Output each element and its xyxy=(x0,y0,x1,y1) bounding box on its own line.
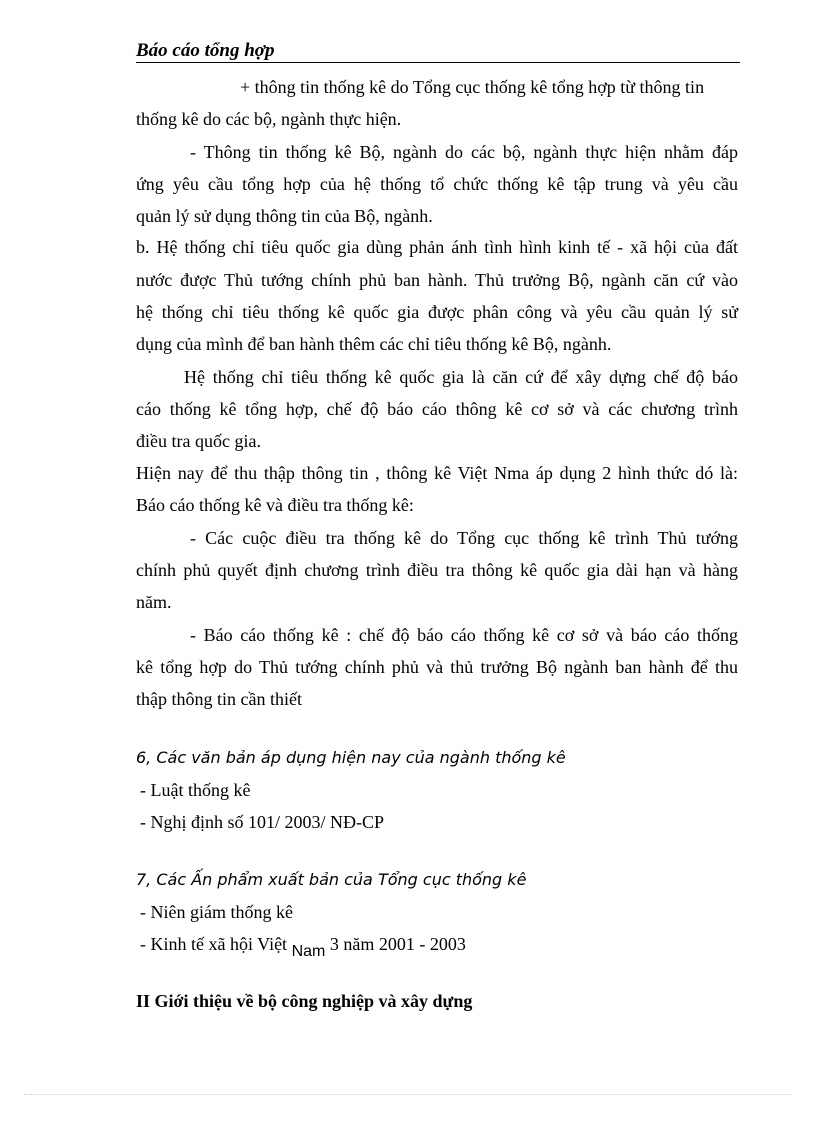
list-item-text: - Kinh tế xã hội Việt xyxy=(140,934,292,954)
paragraph-line: chính phủ quyết định chương trình điều tra thông kê quốc gia dài hạn và hàng xyxy=(136,560,738,580)
paragraph-line: thập thông tin cần thiết xyxy=(136,689,302,709)
paragraph-line: - Thông tin thống kê Bộ, ngành do các bộ, ngành thực hiện nhằm đáp xyxy=(190,142,738,162)
paragraph-line: hệ thống chỉ tiêu thống kê quốc gia được phân công và yêu cầu quản lý sử xyxy=(136,302,738,322)
paragraph-line: + thông tin thống kê do Tổng cục thống kê tổng hợp từ thông tin xyxy=(240,77,705,97)
paragraph-line: b. Hệ thống chỉ tiêu quốc gia dùng phản ánh tình hình kinh tế - xã hội của đất xyxy=(136,237,738,257)
paragraph-line: Báo cáo thống kê và điều tra thống kê: xyxy=(136,495,414,515)
paragraph-line: kê tổng hợp do Thủ tướng chính phủ và thủ trưởng Bộ ngành ban hành để thu xyxy=(136,657,738,677)
paragraph-line: Hệ thống chỉ tiêu thống kê quốc gia là căn cứ để xây dựng chế độ báo xyxy=(184,367,738,387)
list-item: - Nghị định số 101/ 2003/ NĐ-CP xyxy=(140,812,385,832)
subscript-text: Nam xyxy=(291,943,326,960)
paragraph-line: năm. xyxy=(136,592,172,612)
paragraph-line: thống kê do các bộ, ngành thực hiện. xyxy=(136,109,402,129)
section-ii-heading: II Giới thiệu về bộ công nghiệp và xây dựng xyxy=(136,991,473,1011)
list-item: - Niên giám thống kê xyxy=(140,902,293,922)
paragraph-line: điều tra quốc gia. xyxy=(136,431,261,451)
paragraph-line: - Các cuộc điều tra thống kê do Tổng cục thống kê trình Thủ tướng xyxy=(190,528,738,548)
section-6-heading: 6, Các văn bản áp dụng hiện nay của ngành thống kê xyxy=(136,748,566,767)
paragraph-line: quản lý sử dụng thông tin của Bộ, ngành. xyxy=(136,206,433,226)
page-header xyxy=(136,38,740,63)
paragraph-line: - Báo cáo thống kê : chế độ báo cáo thống kê cơ sở và báo cáo thống xyxy=(190,625,738,645)
paragraph-line: dụng của mình để ban hành thêm các chỉ tiêu thống kê Bộ, ngành. xyxy=(136,334,612,354)
paragraph-line: cáo thống kê tổng hợp, chế độ báo cáo thông kê cơ sở và các chương trình xyxy=(136,399,738,419)
section-7-heading: 7, Các Ấn phẩm xuất bản của Tổng cục thống kê xyxy=(136,870,527,889)
footer-divider xyxy=(24,1094,792,1095)
list-item-text: 3 năm 2001 - 2003 xyxy=(325,934,466,954)
paragraph-line: nước được Thủ tướng chính phủ ban hành. Thủ trưởng Bộ, ngành căn cứ vào xyxy=(136,270,738,290)
list-item xyxy=(140,933,742,960)
paragraph-line: ứng yêu cầu tổng hợp của hệ thống tổ chức thống kê tập trung và yêu cầu xyxy=(136,174,738,194)
header-title: Báo cáo tổng hợp xyxy=(136,40,275,61)
list-item: - Luật thống kê xyxy=(140,780,251,800)
paragraph-line: Hiện nay để thu thập thông tin , thông kê Việt Nma áp dụng 2 hình thức dó là: xyxy=(136,463,738,483)
